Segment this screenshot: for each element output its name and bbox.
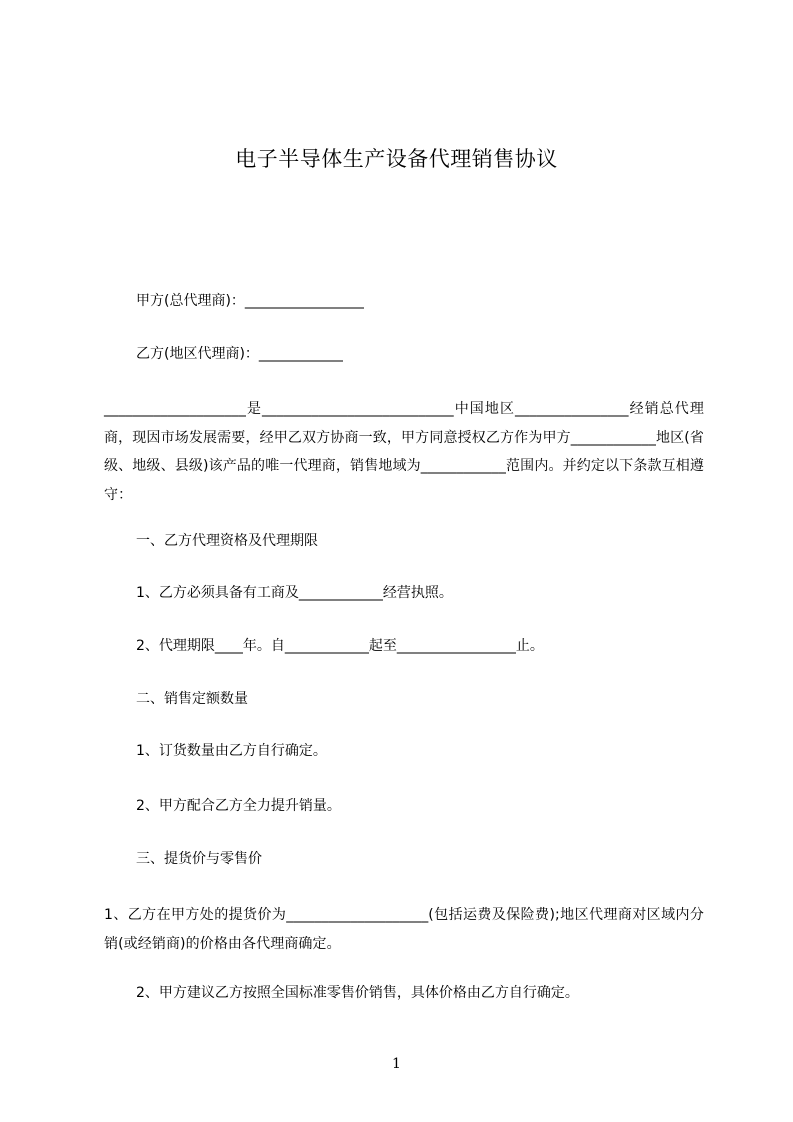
section-3-item-1: 1、乙方在甲方处的提货价为____________________(包括运费及保险费);地区代理商对区域内分销(或经销商)的价格由各代理商确定。 [104, 907, 704, 952]
intro-paragraph: ____________________是___________________________中国地区________________经销总代理商，现因市场发展需要，经甲乙双方协商一致，甲方同意授权乙方作为甲方____________地区(省级、地级、县级)该产品的唯一代理商，销售地域为____________范围内。并约定以下条款互相遵守： [104, 401, 704, 503]
page-number: 1 [392, 1056, 401, 1072]
section-2-item-1: 1、订货数量由乙方自行确定。 [136, 743, 327, 759]
section-1-item-1: 1、乙方必须具备有工商及____________经营执照。 [136, 585, 453, 601]
section-1-heading: 一、乙方代理资格及代理期限 [136, 533, 318, 549]
party-b-line: 乙方(地区代理商)：____________ [136, 346, 343, 362]
section-2-item-2: 2、甲方配合乙方全力提升销量。 [136, 798, 341, 814]
section-3-item-2: 2、甲方建议乙方按照全国标准零售价销售，具体价格由乙方自行确定。 [136, 985, 579, 1001]
document-title: 电子半导体生产设备代理销售协议 [235, 147, 558, 171]
section-2-heading: 二、销售定额数量 [136, 691, 248, 707]
section-1-item-2: 2、代理期限____年。自____________起至_________________止。 [136, 638, 544, 654]
party-a-line: 甲方(总代理商)：_________________ [136, 293, 364, 309]
section-3-heading: 三、提货价与零售价 [136, 851, 262, 867]
